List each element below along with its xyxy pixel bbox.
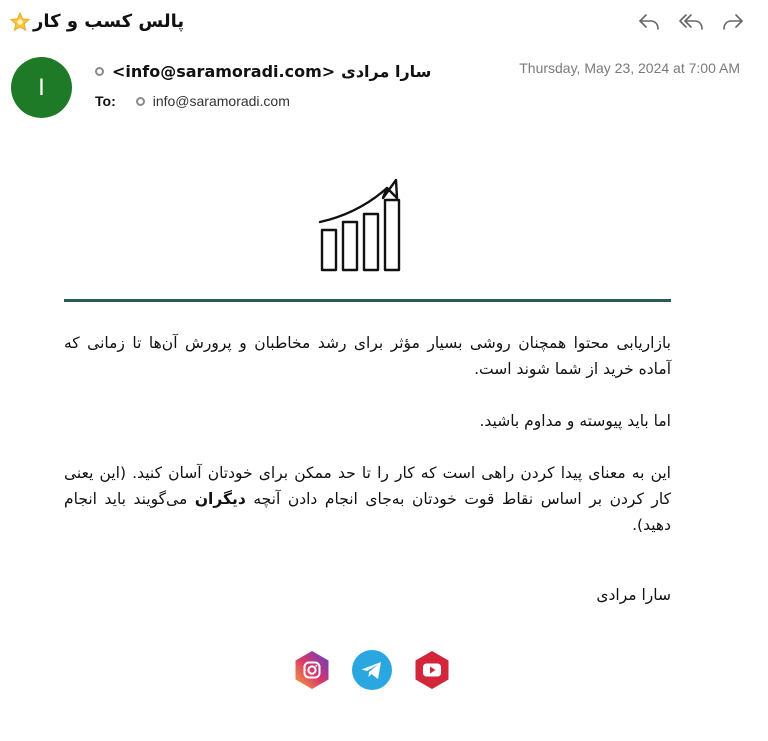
content-divider: [64, 299, 671, 302]
paragraph-3-text-a: این به معنای پیدا کردن راهی است که کار را تا حد ممکن برای خودتان آسان کنید. (این یعنی کار کردن بر اساس نقاط قوت خودتان به‌جای انجام دادن آنچه: [64, 464, 671, 508]
sender-name[interactable]: سارا مرادی: [341, 62, 432, 81]
avatar[interactable]: [11, 57, 72, 118]
from-line: [95, 62, 431, 81]
forward-button[interactable]: [720, 10, 746, 34]
growth-chart-icon: [307, 170, 407, 274]
reply-button[interactable]: [636, 10, 662, 34]
paragraph-3: [64, 460, 671, 538]
recipient-status-icon: [136, 97, 145, 106]
to-line: [95, 93, 290, 109]
instagram-icon[interactable]: [292, 650, 332, 690]
forward-icon: [721, 12, 745, 32]
reply-icon: [637, 12, 661, 32]
reply-all-button[interactable]: [678, 10, 704, 34]
telegram-icon[interactable]: [352, 650, 392, 690]
paragraph-2: اما باید پیوسته و مداوم باشید.: [479, 412, 671, 430]
message-actions: [636, 10, 746, 34]
email-body: [64, 170, 671, 604]
subject-text: پالس کسب و کار: [33, 11, 185, 32]
reply-all-icon: [678, 12, 704, 32]
signature: سارا مرادی: [596, 586, 671, 604]
paragraph-3-bold: دیگران: [194, 490, 246, 508]
sender-email[interactable]: <info@saramoradi.com>: [112, 62, 336, 81]
avatar-initial: I: [38, 73, 45, 101]
recipient-email[interactable]: info@saramoradi.com: [152, 93, 290, 109]
sender-status-icon: [95, 67, 104, 76]
email-subject: [9, 10, 184, 34]
youtube-icon[interactable]: [412, 650, 452, 690]
message-content: [64, 330, 671, 538]
paragraph-3-text-b: می‌گویند باید انجام دهید).: [64, 490, 671, 534]
email-header: [0, 0, 768, 130]
paragraph-1: بازاریابی محتوا همچنان روشی بسیار مؤثر برای رشد مخاطبان و پرورش آن‌ها تا زمانی که آماده خرید از شما شوند است.: [64, 334, 671, 378]
email-date: Thursday, May 23, 2024 at 7:00 AM: [519, 60, 740, 76]
star-icon: [9, 11, 31, 33]
social-links: [292, 650, 452, 690]
to-label: To:: [95, 93, 116, 109]
logo: [53, 170, 660, 274]
